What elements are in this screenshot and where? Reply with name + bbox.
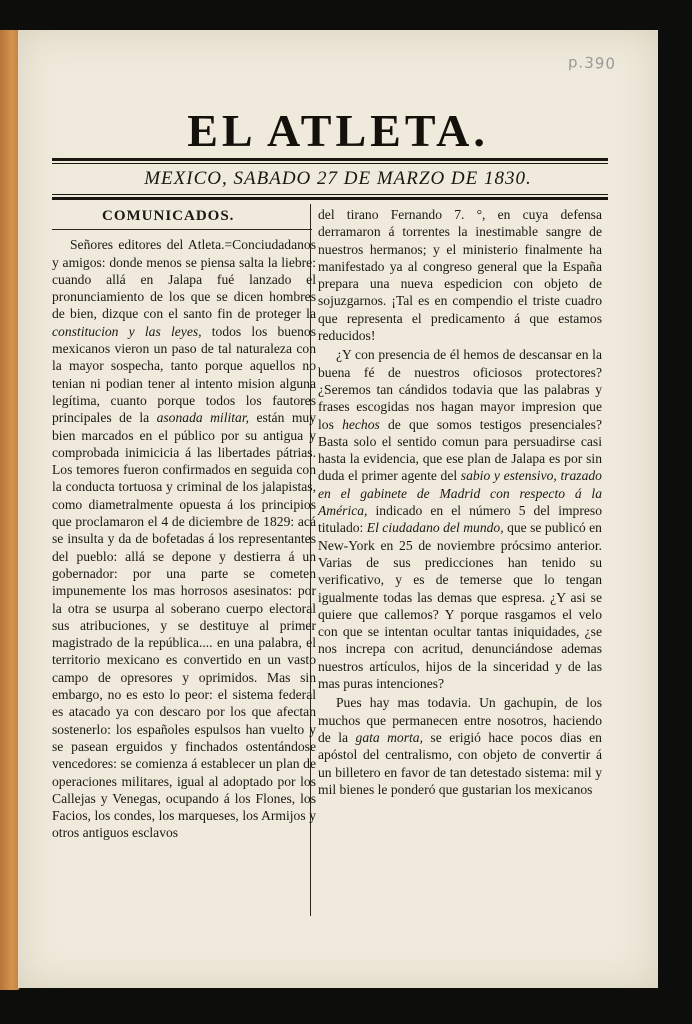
right-paragraph-2 — [318, 346, 602, 692]
section-heading-rule — [52, 229, 312, 230]
italic-run: sabio y estensivo, trazado en el gabinete de Madrid con respecto á la América, — [318, 468, 602, 519]
text-run: ¿Y con presencia de él hemos de descansar en la buena fé de nuestros oficiosos protectores? ¿Seremos tan cándidos todavia que las palabras y frases escogidas nos hagan mayor impresion que los — [318, 347, 602, 432]
dateline-rule-thin — [52, 194, 608, 195]
italic-run: asonada militar, — [156, 410, 250, 426]
text-run: que se publicó en New-York en 25 de noviembre prócsimo anterior. Varias de sus predicciones han tenido su verificativo, y es de temerse que lo tengan igualmente todas las demas que espresa. ¿Y asi se quiere que callemos? Y porque rasgamos el velo con que se intentan ocultar tantas iniquidades, ¿se nos increpa con acritud, denunciándose ademas nuestros artículos, hijos de la sinceridad y de las mas puras intenciones? — [318, 520, 602, 692]
text-run: indicado en el número 5 del impreso titulado: — [318, 503, 602, 536]
text-run: Pues hay mas todavia. Un gachupin, de los muchos que permanecen entre nosotros, haciendo de la — [318, 695, 602, 745]
masthead-rule-top-thin — [52, 163, 608, 164]
masthead-title: EL ATLETA. — [187, 105, 489, 156]
italic-run: El ciudadano del mundo, — [366, 520, 504, 536]
text-run: de que somos testigos presenciales? Basta solo el sentido comun para persuadirse casi hasta la evidencia, que ese plan de Jalapa es por sin duda el primer agente del — [318, 416, 602, 484]
dateline-rule-thick — [52, 197, 608, 200]
text-run: están muy bien marcados en el público por su antigua y comprobada inimicicia á las libertades pátrias. Los temores fueron confirmados en seguida con la conducta tortuosa y criminal de los jalapistas, como diametralmente opuesta á los principios que proclamaron el 4 de diciembre de 1829: acá se insulta y da de bofetadas á los representantes del pueblo: allá se depone y destierra á un gobernador: por una parte se cometen impunemente los mas horrosos asesinatos: por la otra se usurpa al soberano cuerpo electoral sus atribuciones, y se destituye al primer magistrado de la república.... en una palabra, el territorio mexicano es convertido en un vasto campo de opresores y oprimidos. Mas sin embargo, no es esto lo peor: el sistema federal es atacado ya con descaro por los que afectan sostenerlo: los españoles espulsos han vuelto y se pasean erguidos y finchados ostentándose vencedores: se comienza á establecer un plan de operaciones militares, igual al adoptado por los Callejas y Venegas, ocupando á los Flones, los Facios, los condes, los marqueses, los Armijos y otros antiguos esclavos — [52, 410, 316, 841]
left-column — [52, 206, 316, 842]
newspaper-page — [18, 30, 658, 988]
left-paragraph — [52, 236, 316, 841]
right-paragraph-3 — [318, 694, 602, 798]
right-paragraph-1: del tirano Fernando 7. °, en cuya defensa derramaron á torrentes la inestimable sangre de nuestros hermanos; y el ministerio finalmente ha manifestado ya al congreso general que la España prepara una nueva espedicion con objeto de sojuzgarnos. ¡Tal es en compendio el triste cuadro que representa el predicamento á que estamos reducidos! — [318, 207, 602, 344]
right-column — [318, 206, 602, 798]
italic-run: gata morta, — [355, 729, 423, 745]
page-stamp: p.390 — [567, 53, 617, 73]
book-spine-edge — [0, 30, 20, 990]
text-run: se erigió hace pocos dias en apóstol del centralismo, con objeto de convertir á un billetero en favor de tan detestado sistema: mil y mil bienes le ponderó que gustarian los mexicanos — [318, 729, 602, 797]
masthead-rule-top — [52, 158, 608, 161]
italic-run: hechos — [342, 416, 380, 432]
italic-run: constitucion y las leyes, — [52, 323, 202, 339]
dateline: MEXICO, SABADO 27 DE MARZO DE 1830. — [144, 168, 532, 189]
section-heading: COMUNICADOS. — [102, 208, 235, 224]
text-run: todos los buenos mexicanos vieron un paso de tal naturaleza con la mayor sospecha, tanto porque aquellos no tenian ni podian tener al intento mision alguna legítima, cuanto porque todos los fautores principales de la — [52, 323, 317, 426]
text-run: Señores editores del Atleta.=Conciudadanos y amigos: donde menos se piensa salta la liebre: cuando allá en Jalapa fué lanzado el pronunciamiento de los que se dicen hombres de bien, dizque con el santo fin de proteger la — [52, 237, 316, 322]
